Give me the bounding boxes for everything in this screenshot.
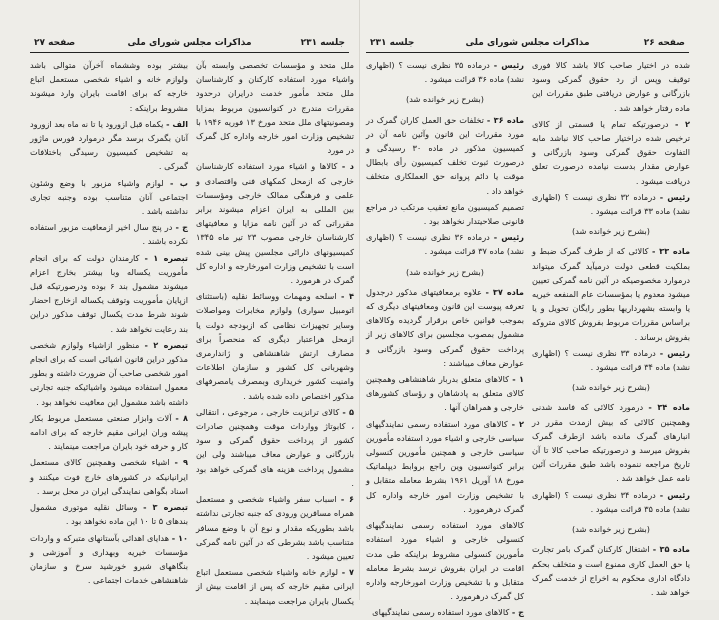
paragraph-text: لوازم واشیاء مزبور با وضع وشئون اجتماعی آنان متناسب بوده وجنبه تجاری نداشته باشد . [30,177,188,217]
paragraph-text: درماده ۳۲ نظری نیست ؟ (اظهاری نشد) ماده ۳۳ قرائت میشود . [532,191,690,217]
paragraph [366,285,524,370]
paragraph-text: بیشتر بوده وششماه آخرآن متوالی باشد ولوازم خانه و اشیاء شخصی مستعمل اتباع خارجه که برای اقامت بایران وارد میشوند مشروط براینکه : [30,60,188,113]
paragraph [196,492,354,563]
article-lead: رئیس - [659,347,690,358]
paragraph [532,58,690,115]
paragraph [30,500,188,528]
paragraph-text: کارمندان دولت که برای انجام مأموریت یکساله وبا بیشتر بخارج اعزام میشوند مشمول بند ۶ بوده ودرصورتیکه قبل ازپایان مأموریت وتوقف یکساله ازخارج احضار شوند شرط مدت یکسال توقف مذکور دراین بند رعایت نخواهد شد . [30,252,188,334]
article-lead: ماده ۳۶ - [486,114,525,125]
paragraph-text: یکماه قبل ازورود یا تا نه ماه بعد ازورود آنان بگمرک برسد مگر درموارد فورس ماژور به تشخیص کمیسیون رسیدگی باختلافات گمرکی . [30,118,188,172]
paragraph-text: منظور ازاشیاء ولوازم شخصی مذکور دراین قانون اشیائی است که برای انجام امور شخصی صاحب آن ضرورت داشته و بطور معمول استفاده میشود واشیائیکه جنبه تجارتی داشته باشد مشمول این معافیت نخواهد بود . [30,339,188,407]
paragraph [532,488,690,516]
paragraph [532,400,690,485]
paragraph [196,565,354,608]
article-lead: ماده ۳۳ - [652,246,691,257]
page-header [30,38,349,53]
paragraph-text: هدایای اهدائی بآستانهای متبرکه و واردات مؤسسات خیریه وبهداری و آموزشی و بنگاههای شیرو خورشید سرخ و سازمان شاهنشاهی خدمات اجتماعی . [30,532,188,586]
paragraph [196,58,354,157]
paragraph-text: شده در اختیار صاحب کالا باشد کالا فوری توقیف وپس از رد حقوق گمرکی وسود بازرگانی و عوارض دریافتی طبق مقررات این ماده رفتار خواهد شد . [532,60,690,113]
paragraph-text: کالاهای متعلق بدربار شاهنشاهی وهمچنین کالای متعلق به پادشاهان و رؤسای کشورهای خارجی و همراهان آنها . [366,374,524,413]
article-lead: ۴ - [340,291,354,302]
article-lead: ۹ - [174,457,188,468]
article-lead: ماده ۳۴ - [648,402,690,413]
paragraph-text: وسائل نقلیه موتوری مشمول بندهای ۵ تا ۱۰ این ماده نخواهد بود . [30,502,188,527]
paragraph [366,58,524,86]
article-lead: د - [341,161,355,172]
paragraph-text: کالاهای مورد استفاده رسمی نمایندگیهای [372,607,510,618]
paragraph-text: کالاهای مورد استفاده رسمی نمایندگیهای سیاسی خارجی و اشیاء مورد استفاده مأمورین سیاسی خارجی و همچنین مأمورین کنسولی برابر کنوانسیون وین راجع بروابط دیپلماتیک مورخ ۱۸ آوریل ۱۹۶۱ بشرط معامله متقابل و با تشخیص وزارت امور خارجه واداره کل گمرک درهرمورد . [366,418,524,514]
paragraph [30,531,188,588]
paragraph [532,117,690,188]
paragraph-text: درماده ۳۶ نظری نیست ؟ (اظهاری نشد) ماده ۳۷ قرائت میشود . [366,232,524,257]
article-lead: ۱ - [512,374,525,385]
paragraph [196,405,354,490]
reading-note: (بشرح زیر خوانده شد) [406,94,484,105]
article-lead: رئیس - [659,191,690,202]
paragraph-text: درماده ۳۴ نظری نیست ؟ (اظهاری نشد) ماده ۳۵ قرائت میشود . [532,489,690,514]
paragraph-text: تخلفات حق العمل کاران گمرک در مورد مقررات این قانون وآئین نامه آن در کمیسیون مذکور در ماده ۳۰ رسیدگی و درصورت ثبوت تخلف کمیسیون رأی بابطال موقت یا دائم پروانه حق العملکاری متخلف خواهد داد . [366,114,524,196]
article-lead: تبصره ۳ - [143,502,189,513]
paragraph [366,372,524,415]
article-lead: ج - [175,222,189,233]
paragraph-text: درماده ۳۳ نظری نیست ؟ (اظهاری نشد) ماده ۳۴ قرائت میشود . [532,347,690,373]
article-lead: ۵ - [342,406,354,417]
paragraph-text: تصمیم کمیسیون مانع تعقیب مرتکب در مراجع قانونی صلاحیتدار نخواهد بود . [366,201,524,227]
article-lead: ماده ۳۷ - [485,286,525,297]
paragraph-text: اسباب سفر واشیاء شخصی و مستعمل همراه مسافرین ورودی که جنبه تجارتی نداشته باشد بطوریکه مقدار و نوع آن با وضع مسافر متناسب باشد بشرطی که در آئین نامه گمرکی تعیین میشود . [196,494,354,561]
page-26 [359,0,719,618]
page-number: صفحه ۲۷ [34,38,76,48]
running-title: مذاکرات مجلس شورای ملی [465,38,590,48]
article-lead: ۲ - [511,418,525,429]
paragraph [366,200,524,228]
paragraph [30,220,188,248]
paragraph [30,455,188,498]
paragraph [366,417,524,516]
paragraph [532,542,690,599]
article-lead: رئیس - [493,60,524,70]
paragraph [196,289,354,403]
article-lead: ۲ - [674,118,690,129]
paragraph [30,117,188,174]
paragraph-text: اشیاء شخصی وهمچنین کالای مستعمل ایرانیانیکه در کشورهای خارج فوت میکنند و اسناد بگواهی نمایندگی ایران در محل برسد . [30,457,188,496]
reading-note: (بشرح زیر خوانده شد) [572,226,650,237]
paragraph-text: درصورتیکه تمام یا قسمتی از کالای ترخیص شده دراختیار صاحب کالا نباشد مابه التفاوت حقوق گمرکی وسود بازرگانی و عوارض مقدار بدست نیامده درصورت تعلق دریافت میشود . [532,118,690,186]
paragraph-text: کالاها و اشیاء مورد استفاده کارشناسان خارجی که ازمحل کمکهای فنی واقتصادی و علمی و فرهنگی ممالک خارجی ومؤسسات بین المللی به ایران اعزام میشوند برابر مقرراتی که در آئین نامه مزایا و معافیتهای کارشناسان خارجی مصوب ۲۳ تیر ماه ۱۳۴۵ کمیسیونهای دارائی مجلسین پیش بینی شده است با تشخیص وزارت امورخارجه و اداره کل گمرک در هرمورد . [196,161,354,286]
paragraph [30,251,188,336]
text-column-left [30,58,188,593]
article-lead: ۷ - [341,567,355,578]
paragraph-text: اسلحه ومهمات ووسائط نقلیه (باستثنای اتومبیل سواری) ولوازم مخابرات ومواصلات وسایر تجهیزات نظامی که ازبودجه دولت یا ازمحل هراعتبار دیگری که منحصراً برای مصارف ارتش شاهنشاهی و ژاندارمری وشهربانی کل کشور و سازمان اطلاعات وامنیت کشور خریداری وبمصرف یامصرفهای مذکور اختصاص داده شده باشد . [196,291,354,401]
paragraph [196,159,354,287]
article-lead: رئیس - [493,232,524,243]
article-lead: ۱۰ - [171,532,188,543]
article-lead: ۸ - [175,412,188,423]
paragraph-text: درماده ۳۵ نظری نیست ؟ (اظهاری نشد) ماده ۳۶ قرائت میشود . [366,60,524,85]
text-column-right [196,58,355,606]
paragraph-text: اشتغال کارکنان گمرک بامر تجارت یا حق العمل کاری ممنوع است و متخلف بحکم دادگاه اداری محکوم به اخراج از خدمت گمرک خواهد شد . [532,544,690,597]
page-number: صفحه ۲۶ [643,38,685,48]
paragraph-text: کالائی که از طرف گمرک ضبط و بملکیت قطعی دولت درمیآید گمرک میتواند درموارد مخصوصیکه در آئین نامه گمرکی تعیین میشود معدوم یا بمؤسسات عام المنفعه خیریه یا وابسته بشهرداریها بطور رایگان تحویل و یا براساس مقررات مربوط بفروش کالای متروکه بفروش برساند . [532,246,690,342]
page-header [366,38,689,53]
paragraph [30,58,188,115]
paragraph [366,113,524,198]
text-column-right [532,58,691,597]
reading-note: (بشرح زیر خوانده شد) [572,382,650,393]
paragraph-text: علاوه برمعافیتهای مذکور درجدول تعرفه پیوست این قانون ومعافیتهای دیگری که بموجب قوانین خاص برقرار گردیده وکالاهای مشمول بمصوب مجلسین برای کالاهای زیر از پرداخت حقوق گمرکی وسود بازرگانی و عوارض معاف میباشند : [366,286,524,368]
paragraph-text: درمورد کالائی که فاسد شدنی وهمچنین کالائی که بیش ازمدت مقرر در انبارهای گمرک مانده باشد ازطرف گمرک بفروش میرسد و درصورتیکه صاحب کالا تا آن تاریخ مراجعه ننموده باشد طبق مقررات آئین نامه عمل خواهد شد . [532,402,690,484]
article-lead: ب - [169,177,188,188]
paragraph-text: آلات وابزار صنعتی مستعمل مربوط بکار پیشه وران ایرانی مقیم خارجه که برای ادامه کار و حرفه خود بایران مراجعت مینمایند . [30,412,188,452]
article-lead: ۶ - [340,494,355,505]
text-column-left [366,58,525,618]
paragraph [532,346,690,374]
paragraph [366,518,524,603]
paragraph-text: ملل متحد و مؤسسات تخصصی وابسته بآن واشیاء مورد استفاده کارکنان و کارشناسان ملل متحد مأمور خدمت درایران درحدود مقررات مندرج در کنوانسیون مربوط بمزایا ومصونیتهای ملل متحد مورخ ۱۳ فوریه ۱۹۴۶ با تشخیص وزارت امور خارجه واداره کل گمرک در مورد [196,60,354,156]
reading-note: (بشرح زیر خوانده شد) [406,266,484,277]
paragraph-text: کالاهای مورد استفاده رسمی نمایندگیهای کنسولی خارجی و اشیاء مورد استفاده مأمورین کنسولی مشروط براینکه طی مدت اقامت در ایران بفروش نرسد بشرط معامله متقابل و با تشخیص وزارت امورخارجه واداره کل گمرک درهرمورد . [366,520,524,602]
session-number: جلسه ۲۳۱ [370,38,415,48]
article-lead: تبصره ۱ - [144,252,188,263]
paragraph [30,411,188,454]
article-lead: الف - [166,118,188,129]
paragraph-text: کالای ترانزیت خارجی ، مرجوعی ، انتقالی ، کابوتاژ وواردات موقت وهمچنین صادرات کشور از پرداخت حقوق گمرکی و سود بازرگانی و عوارض معاف میباشند ولی این مشمول پرداخت هزینه های گمرکی خواهد بود . [196,406,354,488]
page-27 [0,0,359,606]
session-number: جلسه ۲۳۱ [300,38,345,48]
running-title: مذاکرات مجلس شورای ملی [127,38,252,48]
paragraph [366,230,524,258]
paragraph-text: لوازم خانه واشیاء شخصی مستعمل اتباع ایرانی مقیم خارجه که پس از اقامت بیش از یکسال بایران مراجعت مینمایند . [196,567,354,606]
article-lead: ماده ۳۵ - [652,544,690,555]
reading-note: (بشرح زیر خوانده شد) [572,524,650,535]
paragraph [366,605,524,619]
paragraph [532,244,690,343]
paragraph [532,190,690,218]
article-lead: تبصره ۲ - [144,339,188,350]
article-lead: ج - [511,607,524,618]
paragraph-text: در پنج سال اخیر ازمعافیت مزبور استفاده نکرده باشند . [30,222,188,247]
paragraph [30,338,188,409]
article-lead: رئیس - [659,489,690,500]
paragraph [30,176,188,219]
